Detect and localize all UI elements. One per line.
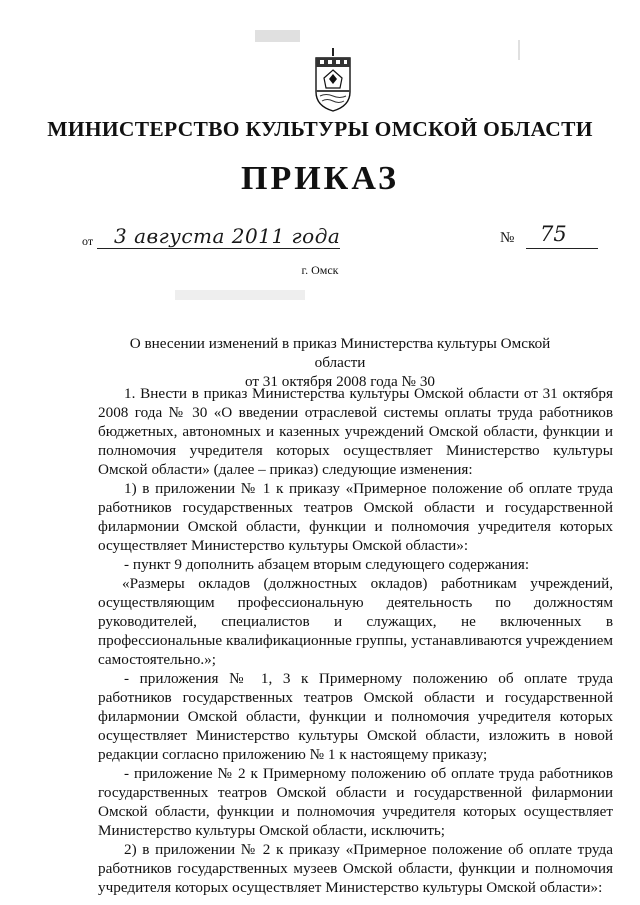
subject-line-2: от 31 октября 2008 года № 30 [244,373,436,390]
number-underline [526,248,598,249]
city: г. Омск [301,263,339,277]
paragraph: - приложения № 1, 3 к Примерному положению об оплате труда работников государственных театров Омской области и государственной филармонии Омской области, функции и полномочия учредителя которых осуществляет Министерство культуры Омской области, изложить в новой редакции согласно приложению № 1 к настоящему приказу; [98,670,613,763]
document-type-title: ПРИКАЗ [241,160,399,197]
handwritten-number: 75 [540,222,567,246]
scan-noise [255,30,300,42]
paragraph: 1. Внести в приказ Министерства культуры Омской области от 31 октября 2008 года № 30 «О введении отраслевой системы оплаты труда работников бюджетных, автономных и казенных учреждений Омской области, функции и полномочия учредителя которых осуществляет Министерство культуры Омской области» (далее – приказ) следующие изменения: [98,385,613,478]
paragraph: - приложение № 2 к Примерному положению об оплате труда работников государственных театров Омской области и государственной филармонии Омской области, функции и полномочия учредителя которых осуществляет Министерство культуры Омской области, исключить; [98,765,613,839]
paragraph: 2) в приложении № 2 к приказу «Примерное положение об оплате труда работников государственных музеев Омской области, функции и полномочия учредителя которых осуществляет Министерство культуры Омской области»: [98,841,613,896]
ministry-title: МИНИСТЕРСТВО КУЛЬТУРЫ ОМСКОЙ ОБЛАСТИ [47,117,593,141]
coat-of-arms-icon [314,48,352,112]
scan-noise [518,40,520,60]
document-body [98,384,613,897]
paragraph: «Размеры окладов (должностных окладов) работникам учреждений, осуществляющим профессиональную деятельность по должностям руководителей, специалистов и служащих, не включенных в профессиональные квалификационные группы, устанавливаются учреждением самостоятельно.»; [98,575,613,668]
document-subject [110,334,570,391]
paragraph: - пункт 9 дополнить абзацем вторым следующего содержания: [124,556,530,573]
scan-noise [175,290,305,300]
date-underline [97,248,340,249]
handwritten-date: 3 августа 2011 года [114,224,341,248]
date-prefix: от [82,234,94,248]
paragraph: 1) в приложении № 1 к приказу «Примерное положение об оплате труда работников государственных театров Омской области и государственной филармонии Омской области, функции и полномочия учредителя которых осуществляет Министерство культуры Омской области»: [98,480,613,554]
number-sign: № [500,230,515,246]
subject-line-1: О внесении изменений в приказ Министерства культуры Омской области [129,335,551,371]
date-number-row [0,222,640,254]
